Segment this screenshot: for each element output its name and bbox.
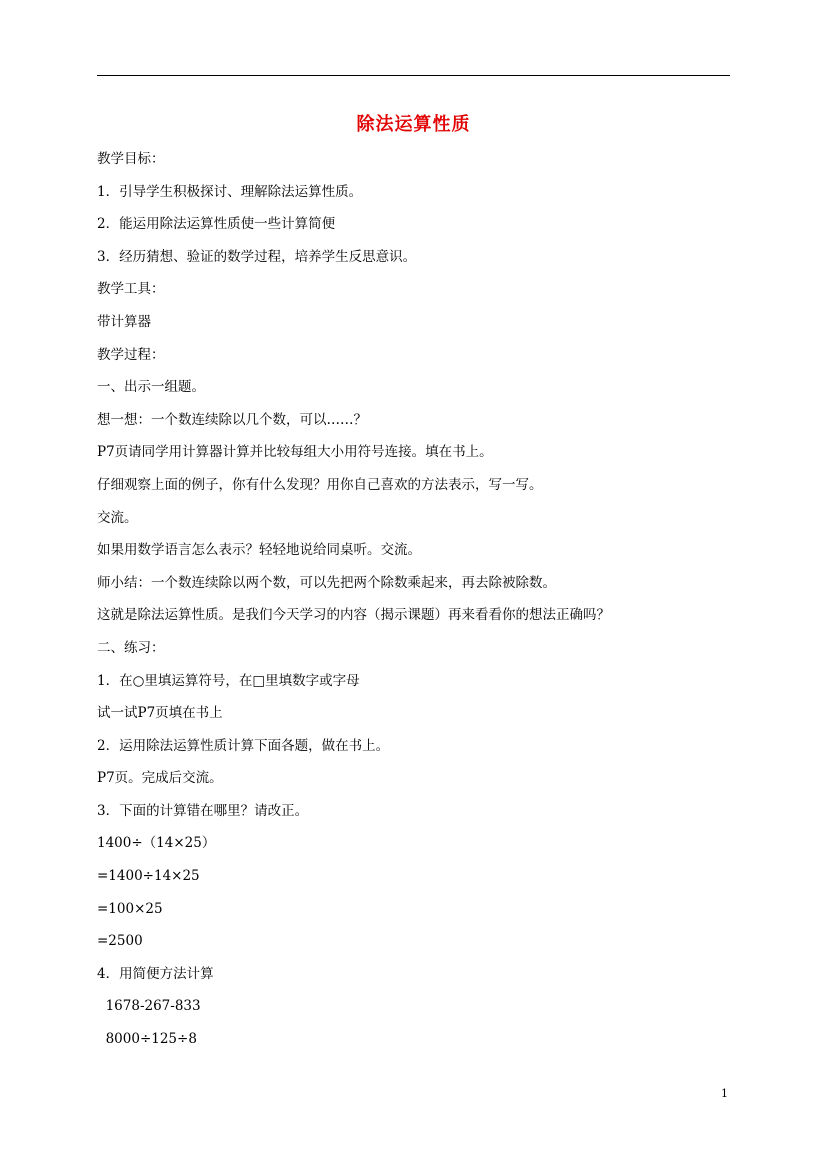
process-step-1: 一、出示一组题。: [97, 379, 205, 396]
math-expression: 8000÷125÷8: [97, 1031, 197, 1048]
exercise-4: 4．用简便方法计算: [97, 965, 214, 982]
paragraph: 这就是除法运算性质。是我们今天学习的内容（揭示课题）再来看看你的想法正确吗？: [97, 607, 610, 624]
math-expression: =1400÷14×25: [97, 868, 200, 885]
tools-text: 带计算器: [97, 313, 151, 330]
exercise-2: 2．运用除法运算性质计算下面各题，做在书上。: [97, 737, 390, 754]
section-heading-objectives: 教学目标：: [97, 151, 165, 167]
paragraph: 师小结：一个数连续除以两个数，可以先把两个除数乘起来，再去除被除数。: [97, 574, 556, 591]
section-heading-tools: 教学工具：: [97, 281, 165, 298]
paragraph: 试一试P7页填在书上: [97, 705, 223, 722]
section-heading-practice: 二、练习：: [97, 639, 165, 656]
objective-2: 2．能运用除法运算性质使一些计算简便: [97, 216, 336, 233]
exercise-3: 3．下面的计算错在哪里？请改正。: [97, 802, 309, 819]
exercise-1: 1．在○里填运算符号，在□里填数字或字母: [97, 672, 360, 689]
math-expression: 1400÷（14×25）: [97, 835, 216, 852]
math-expression: =2500: [97, 933, 143, 950]
objective-3: 3．经历猜想、验证的数学过程，培养学生反思意识。: [97, 248, 417, 265]
paragraph: P7页请同学用计算器计算并比较每组大小用符号连接。填在书上。: [97, 444, 493, 461]
objective-1: 1．引导学生积极探讨、理解除法运算性质。: [97, 183, 363, 200]
paragraph: P7页。完成后交流。: [97, 770, 223, 787]
paragraph: 交流。: [97, 509, 138, 526]
math-expression: =100×25: [97, 900, 163, 917]
paragraph: 仔细观察上面的例子，你有什么发现？用你自己喜欢的方法表示，写一写。: [97, 476, 543, 493]
document-body: [97, 150, 737, 1063]
paragraph: 如果用数学语言怎么表示？轻轻地说给同桌听。交流。: [97, 542, 421, 559]
header-rule: [97, 75, 730, 76]
page-number: 1: [721, 1087, 728, 1100]
math-expression: 1678-267-833: [97, 998, 201, 1015]
paragraph: 想一想：一个数连续除以几个数，可以……？: [97, 411, 367, 428]
document-title: 除法运算性质: [356, 114, 471, 135]
section-heading-process: 教学过程：: [97, 346, 165, 363]
